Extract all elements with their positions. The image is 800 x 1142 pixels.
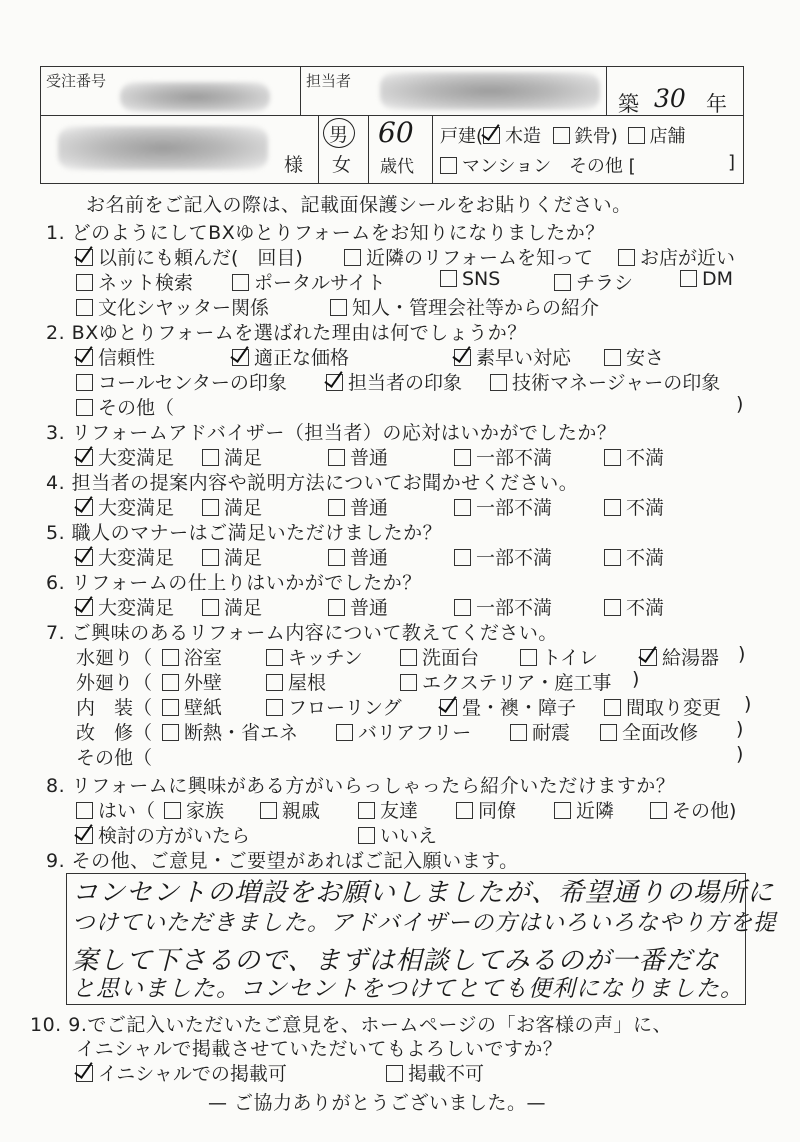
q1-label-8: DM [702, 268, 734, 290]
q6-option-2 [202, 593, 262, 620]
q1-checkbox-6[interactable] [440, 270, 457, 287]
q8-yes-item-checkbox-4[interactable] [456, 802, 473, 819]
q7-water-checkbox-5[interactable] [640, 649, 657, 666]
q4-option-1 [76, 493, 174, 520]
q6-label-5: 不満 [626, 597, 665, 619]
q7-renovation-close: ) [736, 718, 744, 740]
q1-option-4 [76, 268, 193, 295]
q7-water-checkbox-1[interactable] [162, 649, 179, 666]
q7-interior-label-3: 畳・襖・障子 [462, 697, 577, 719]
q5-option-2 [202, 543, 262, 570]
q8-yes-item-3 [358, 796, 418, 823]
q4-title: 4. 担当者の提案内容や説明方法についてお聞かせください。 [46, 472, 579, 494]
q8-consider-option [76, 821, 250, 848]
q8-yes-item-checkbox-6[interactable] [650, 802, 667, 819]
q2-label-4: 安さ [626, 347, 665, 369]
mansion-label: マンション [462, 156, 552, 177]
q1-label-2: 近隣のリフォームを知って [366, 247, 594, 269]
q2-checkbox-8[interactable] [76, 399, 93, 416]
q6-checkbox-1[interactable] [76, 599, 93, 616]
comment-line-1: コンセントの増設をお願いしましたが、希望通りの場所に [72, 878, 775, 908]
q2-option-3 [454, 343, 571, 370]
q3-title: 3. リフォームアドバイザー（担当者）の応対はいかがでしたか？ [46, 422, 617, 444]
gender-male: 男 [329, 124, 349, 146]
q4-checkbox-3[interactable] [328, 499, 345, 516]
other-close: ] [728, 152, 736, 173]
store-checkbox[interactable] [628, 127, 645, 144]
q1-checkbox-9[interactable] [76, 299, 93, 316]
q4-option-5 [604, 493, 664, 520]
wood-checkbox[interactable] [483, 127, 500, 144]
q10-ok-checkbox[interactable] [76, 1065, 93, 1082]
q5-option-5 [604, 543, 664, 570]
q7-renovation-label-4: 全面改修 [622, 722, 699, 744]
q2-title: 2. BXゆとりフォームを選ばれた理由は何でしょうか？ [46, 322, 527, 344]
comment-line-4: と思いました。コンセントをつけてとても便利になりました。 [72, 976, 744, 1002]
q7-water-label-3: 洗面台 [422, 647, 480, 669]
q1-label-7: チラシ [576, 272, 634, 294]
q7-exterior-checkbox-1[interactable] [162, 674, 179, 691]
q1-option-3 [618, 243, 735, 270]
staff-redacted [380, 72, 600, 110]
comment-line-2: つけていただきました。アドバイザーの方はいろいろなやり方を提 [72, 910, 777, 936]
q8-yes-item-2 [260, 796, 320, 823]
q5-checkbox-2[interactable] [202, 549, 219, 566]
q3-checkbox-2[interactable] [202, 449, 219, 466]
q5-option-1 [76, 543, 174, 570]
building-age-value: 30 [654, 84, 686, 113]
q1-label-1: 以前にも頼んだ( 回目) [98, 247, 303, 269]
q5-checkbox-3[interactable] [328, 549, 345, 566]
q6-checkbox-4[interactable] [454, 599, 471, 616]
q1-option-2 [344, 243, 593, 270]
q8-yes-option [76, 796, 155, 823]
q5-label-2: 満足 [224, 547, 263, 569]
q10-ok-label: イニシャルでの掲載可 [98, 1063, 287, 1085]
q3-option-5 [604, 443, 664, 470]
q4-label-4: 一部不満 [476, 497, 553, 519]
q7-exterior-label-2: 屋根 [288, 672, 327, 694]
customer-name-redacted [58, 126, 268, 170]
q2-checkbox-1[interactable] [76, 349, 93, 366]
q2-label-7: 技術マネージャーの印象 [512, 372, 721, 394]
q7-title: 7. ご興味のあるリフォーム内容について教えてください。 [46, 622, 558, 644]
other-label: その他 [ [568, 156, 636, 177]
q7-exterior-option-2 [266, 668, 326, 695]
q7-water-label-5: 給湯器 [662, 647, 720, 669]
q7-interior-checkbox-2[interactable] [266, 699, 283, 716]
q7-renovation-option-4 [600, 718, 698, 745]
q1-label-4: ネット検索 [98, 272, 194, 294]
q4-option-4 [454, 493, 552, 520]
q8-yes-label: はい（ [98, 800, 156, 822]
q7-water-label-2: キッチン [288, 647, 363, 669]
q3-option-4 [454, 443, 552, 470]
q3-label-1: 大変満足 [98, 447, 175, 469]
q7-water-checkbox-2[interactable] [266, 649, 283, 666]
q7-renovation-option-1 [162, 718, 298, 745]
q2-option-2 [232, 343, 349, 370]
header-col-divider-4 [368, 115, 369, 184]
q7-renovation-label-1: 断熱・省エネ [184, 722, 299, 744]
q8-title: 8. リフォームに興味がある方がいらっしゃったら紹介いただけますか？ [46, 775, 676, 797]
q7-renovation-checkbox-3[interactable] [510, 724, 527, 741]
q2-option-7 [490, 368, 720, 395]
q7-renovation-label: 改 修（ [76, 722, 153, 744]
q7-interior-option-4 [604, 693, 721, 720]
q3-checkbox-3[interactable] [328, 449, 345, 466]
q5-checkbox-1[interactable] [76, 549, 93, 566]
q2-label-3: 素早い対応 [476, 347, 572, 369]
q7-interior-label-1: 壁紙 [184, 697, 223, 719]
q2-label-8: その他（ [98, 397, 175, 419]
q8-yes-item-label-2: 親戚 [282, 800, 321, 822]
q5-checkbox-4[interactable] [454, 549, 471, 566]
q7-interior-label-2: フローリング [288, 697, 402, 719]
q6-title: 6. リフォームの仕上りはいかがでしたか？ [46, 572, 422, 594]
q1-checkbox-10[interactable] [330, 299, 347, 316]
q4-checkbox-4[interactable] [454, 499, 471, 516]
age-suffix: 歳代 [380, 157, 414, 177]
q7-water-checkbox-3[interactable] [400, 649, 417, 666]
q1-checkbox-7[interactable] [554, 274, 571, 291]
order-no-redacted [120, 82, 270, 112]
q7-water-option-2 [266, 643, 363, 670]
q8-yes-item-checkbox-5[interactable] [554, 802, 571, 819]
q5-option-3 [328, 543, 388, 570]
header-col-divider-5 [432, 115, 433, 184]
gender-female: 女 [332, 154, 352, 176]
q7-exterior-label-1: 外壁 [184, 672, 223, 694]
q4-label-3: 普通 [350, 497, 389, 519]
house-type-detached [440, 122, 686, 148]
q7-interior-checkbox-4[interactable] [604, 699, 621, 716]
steel-label: 鉄骨) [574, 126, 618, 147]
detached-label: 戸建( [440, 126, 484, 147]
age-value: 60 [378, 116, 414, 149]
q8-yes-item-checkbox-3[interactable] [358, 802, 375, 819]
q10-title: 10. 9.でご記入いただいたご意見を、ホームページの「お客様の声」に、 [30, 1014, 673, 1036]
sama-label: 様 [284, 154, 304, 176]
q7-renovation-label-2: バリアフリー [358, 722, 472, 744]
q2-label-1: 信頼性 [98, 347, 156, 369]
q3-label-3: 普通 [350, 447, 389, 469]
q7-other-close: ) [736, 743, 744, 765]
q10-title-2: イニシャルで掲載させていただいてもよろしいですか？ [76, 1038, 563, 1060]
q2-option-1 [76, 343, 155, 370]
q4-checkbox-5[interactable] [604, 499, 621, 516]
q5-label-1: 大変満足 [98, 547, 175, 569]
q2-label-6: 担当者の印象 [348, 372, 463, 394]
q3-checkbox-1[interactable] [76, 449, 93, 466]
q7-water-option-4 [520, 643, 598, 670]
q4-label-2: 満足 [224, 497, 263, 519]
q4-option-3 [328, 493, 388, 520]
q6-checkbox-3[interactable] [328, 599, 345, 616]
order-no-label: 受注番号 [46, 72, 107, 90]
q2-checkbox-5[interactable] [76, 374, 93, 391]
q1-checkbox-8[interactable] [680, 270, 697, 287]
q7-interior-label: 内 装（ [76, 697, 153, 719]
q8-yes-item-label-3: 友達 [380, 800, 419, 822]
q4-label-1: 大変満足 [98, 497, 175, 519]
q7-water-option-3 [400, 643, 479, 670]
mansion-checkbox[interactable] [440, 157, 457, 174]
q7-other-label: その他（ [76, 747, 153, 769]
q3-option-1 [76, 443, 174, 470]
q4-options [76, 493, 756, 517]
q1-option-10 [330, 293, 599, 320]
q8-yes-item-checkbox-1[interactable] [164, 802, 181, 819]
q8-no-checkbox[interactable] [358, 827, 375, 844]
q2-checkbox-7[interactable] [490, 374, 507, 391]
q8-yes-item-6 [650, 796, 736, 823]
q8-yes-checkbox[interactable] [76, 802, 93, 819]
q8-yes-item-4 [456, 796, 516, 823]
q2-option-6 [326, 368, 462, 395]
q1-option-5 [232, 268, 386, 295]
comment-line-3: 案して下さるので、まずは相談してみるのが一番だな [72, 946, 720, 976]
q5-label-5: 不満 [626, 547, 665, 569]
q8-consider-checkbox[interactable] [76, 827, 93, 844]
q10-ng-checkbox[interactable] [386, 1065, 403, 1082]
q2-checkbox-3[interactable] [454, 349, 471, 366]
q8-yes-item-label-6: その他) [672, 800, 737, 822]
q5-label-4: 一部不満 [476, 547, 553, 569]
q4-label-5: 不満 [626, 497, 665, 519]
q6-checkbox-5[interactable] [604, 599, 621, 616]
q8-yes-item-label-4: 同僚 [478, 800, 517, 822]
q7-renovation-option-2 [336, 718, 471, 745]
q7-water-label: 水廻り（ [76, 647, 153, 669]
q7-water-checkbox-4[interactable] [520, 649, 537, 666]
q6-option-1 [76, 593, 174, 620]
q2-option-8 [76, 393, 174, 420]
header-col-divider-1 [300, 66, 301, 115]
q7-water-close: ) [738, 643, 746, 665]
q4-option-2 [202, 493, 262, 520]
q3-options [76, 443, 756, 467]
q6-label-1: 大変満足 [98, 597, 175, 619]
q2-option-4 [604, 343, 664, 370]
q8-yes-item-checkbox-2[interactable] [260, 802, 277, 819]
q7-interior-option-3 [440, 693, 576, 720]
q1-option-8 [680, 268, 733, 290]
q1-label-6: SNS [462, 268, 501, 290]
q7-interior-checkbox-1[interactable] [162, 699, 179, 716]
house-type-mansion [440, 152, 636, 178]
q6-label-2: 満足 [224, 597, 263, 619]
q6-label-3: 普通 [350, 597, 389, 619]
q1-label-10: 知人・管理会社等からの紹介 [352, 297, 600, 319]
q4-checkbox-1[interactable] [76, 499, 93, 516]
wood-label: 木造 [505, 126, 542, 147]
steel-checkbox[interactable] [553, 127, 570, 144]
q6-option-4 [454, 593, 552, 620]
q10-ng-option [386, 1059, 484, 1086]
q3-option-3 [328, 443, 388, 470]
q1-checkbox-5[interactable] [232, 274, 249, 291]
q8-yes-item-1 [164, 796, 224, 823]
q2-option-5 [76, 368, 287, 395]
q3-label-5: 不満 [626, 447, 665, 469]
q1-option-7 [554, 268, 633, 295]
q10-ng-label: 掲載不可 [408, 1063, 485, 1085]
q8-yes-item-label-1: 家族 [186, 800, 225, 822]
q3-label-2: 満足 [224, 447, 263, 469]
q5-option-4 [454, 543, 552, 570]
q3-option-2 [202, 443, 262, 470]
q1-label-5: ポータルサイト [254, 272, 386, 294]
q1-option-1 [76, 243, 303, 270]
q3-checkbox-4[interactable] [454, 449, 471, 466]
q7-interior-close: ) [744, 693, 752, 715]
q7-exterior-option-1 [162, 668, 222, 695]
q7-exterior-option-3 [400, 668, 611, 695]
q1-option-6 [440, 268, 500, 290]
q8-yes-item-5 [554, 796, 614, 823]
q3-checkbox-5[interactable] [604, 449, 621, 466]
q5-title: 5. 職人のマナーはご満足いただけましたか？ [46, 522, 443, 544]
q2-checkbox-6[interactable] [326, 374, 343, 391]
q7-interior-label-4: 間取り変更 [626, 697, 722, 719]
q7-water-label-4: トイレ [542, 647, 599, 669]
q6-option-5 [604, 593, 664, 620]
building-age-prefix: 築 [618, 92, 639, 116]
building-age-suffix: 年 [706, 92, 727, 116]
q7-exterior-checkbox-2[interactable] [266, 674, 283, 691]
q1-title: 1. どのようにしてBXゆとりフォームをお知りになりましたか？ [46, 222, 605, 244]
q5-label-3: 普通 [350, 547, 389, 569]
q1-checkbox-3[interactable] [618, 249, 635, 266]
q7-water-option-1 [162, 643, 222, 670]
q2-label-2: 適正な価格 [254, 347, 350, 369]
q7-interior-option-2 [266, 693, 402, 720]
q5-checkbox-5[interactable] [604, 549, 621, 566]
header-col-divider-3 [318, 115, 319, 184]
store-label: 店舗 [649, 126, 686, 147]
staff-label: 担当者 [306, 72, 352, 90]
q8-consider-label: 検討の方がいたら [98, 825, 251, 847]
q7-water-label-1: 浴室 [184, 647, 223, 669]
q7-renovation-label-3: 耐震 [532, 722, 571, 744]
q8-no-option [358, 821, 437, 848]
header-col-divider-2 [606, 66, 607, 115]
q1-option-9 [76, 293, 269, 320]
q1-checkbox-2[interactable] [344, 249, 361, 266]
intro-text: お名前をご記入の際は、記載面保護シールをお貼りください。 [86, 194, 632, 216]
q7-interior-option-1 [162, 693, 222, 720]
q8-yes-item-label-5: 近隣 [576, 800, 615, 822]
q6-label-4: 一部不満 [476, 597, 553, 619]
q3-label-4: 一部不満 [476, 447, 553, 469]
q4-checkbox-2[interactable] [202, 499, 219, 516]
q6-option-3 [328, 593, 388, 620]
q7-exterior-label-3: エクステリア・庭工事 [422, 672, 612, 694]
q1-label-3: お店が近い [640, 247, 736, 269]
q1-label-9: 文化シヤッター関係 [98, 297, 270, 319]
q9-title: 9. その他、ご意見・ご要望があればご記入願います。 [46, 850, 519, 872]
q7-renovation-checkbox-2[interactable] [336, 724, 353, 741]
q7-renovation-checkbox-1[interactable] [162, 724, 179, 741]
closing-text: — ご協力ありがとうございました。— [208, 1092, 547, 1114]
q10-ok-option [76, 1059, 287, 1086]
q2-other-close: ) [736, 393, 744, 415]
q7-water-option-5 [640, 643, 719, 670]
q5-options [76, 543, 756, 567]
q7-exterior-label: 外廻り（ [76, 672, 153, 694]
q7-interior-checkbox-3[interactable] [440, 699, 457, 716]
q6-checkbox-2[interactable] [202, 599, 219, 616]
q1-checkbox-4[interactable] [76, 274, 93, 291]
q7-renovation-option-3 [510, 718, 570, 745]
q1-checkbox-1[interactable] [76, 249, 93, 266]
q6-options [76, 593, 756, 617]
q2-checkbox-2[interactable] [232, 349, 249, 366]
q7-exterior-close: ) [632, 668, 640, 690]
q7-renovation-checkbox-4[interactable] [600, 724, 617, 741]
q7-exterior-checkbox-3[interactable] [400, 674, 417, 691]
q2-label-5: コールセンターの印象 [98, 372, 287, 394]
q2-checkbox-4[interactable] [604, 349, 621, 366]
q8-no-label: いいえ [380, 825, 438, 847]
